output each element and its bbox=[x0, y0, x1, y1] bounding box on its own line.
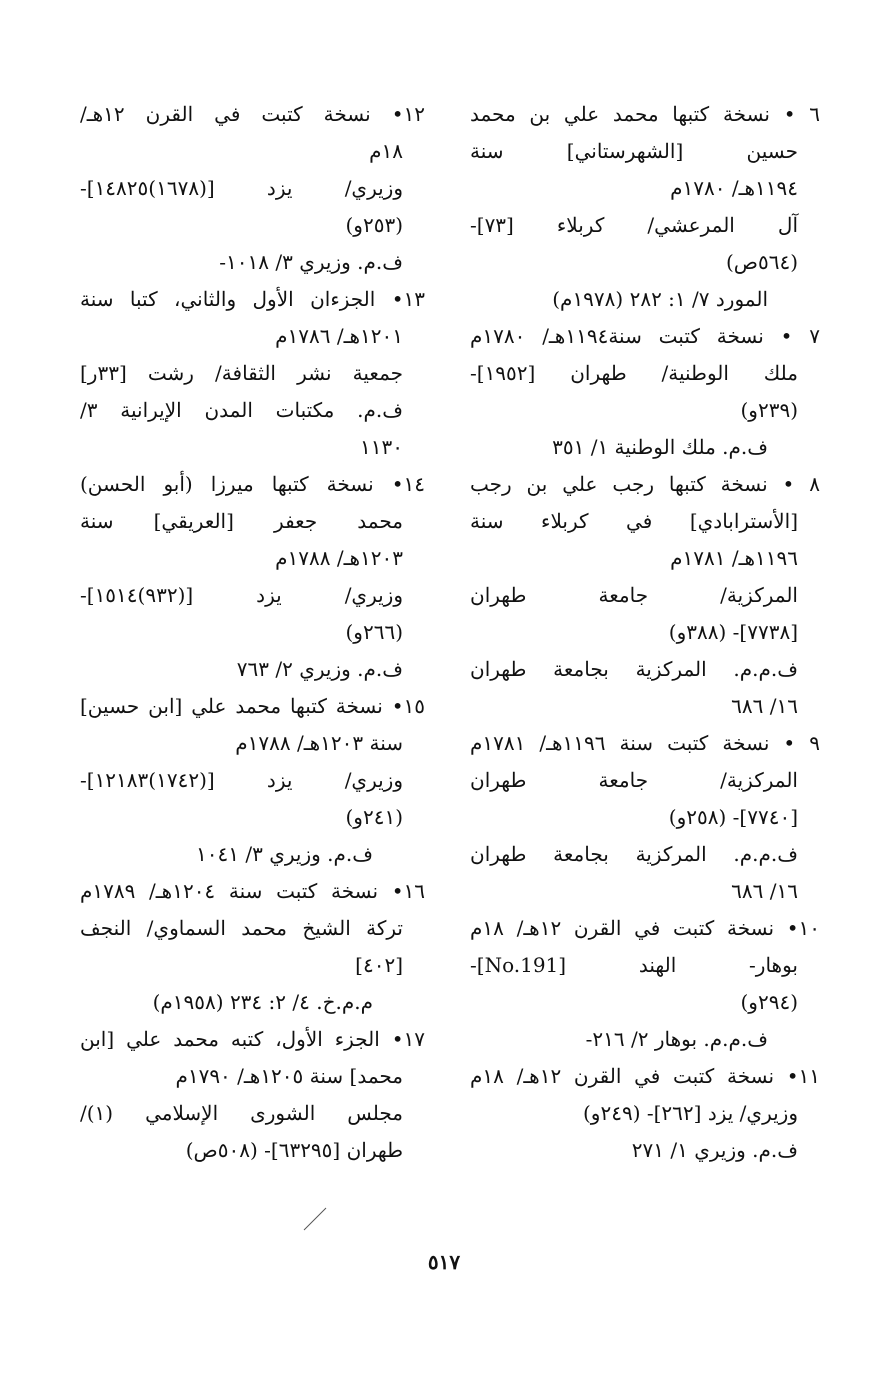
entry-line: ١١٩٤هـ/ ١٧٨٠م bbox=[670, 176, 798, 200]
entry-line: ملك الوطنية/ طهران [١٩٥٢]- bbox=[470, 361, 798, 385]
entry-13 bbox=[80, 281, 425, 466]
entry-12 bbox=[80, 96, 425, 281]
entry-line: م.م.خ. ٤/ ٢: ٢٣٤ (١٩٥٨م) bbox=[152, 990, 373, 1014]
entry-7 bbox=[470, 318, 820, 466]
entry-line: ف.م.م. المركزية بجامعة طهران bbox=[470, 842, 798, 866]
entry-line: وزيري/ يزد [(١٧٤٢)١٢١٨٣]- bbox=[80, 768, 403, 792]
right-column bbox=[470, 96, 820, 1169]
entry-line: ف.م.م. المركزية بجامعة طهران bbox=[470, 657, 798, 681]
entry-line: جمعية نشر الثقافة/ رشت [٣٣ر] bbox=[80, 361, 403, 385]
entry-line: ف.م. وزيري ١/ ٢٧١ bbox=[631, 1138, 798, 1162]
entry-line: ف.م.م. بوهار ٢/ ٢١٦- bbox=[585, 1027, 768, 1051]
entry-15 bbox=[80, 688, 425, 873]
entry-line: ف.م. وزيري ٣/ ١٠٤١ bbox=[196, 842, 373, 866]
entry-6 bbox=[470, 96, 820, 318]
entry-line: (٢٣٩و) bbox=[740, 398, 798, 422]
entry-line: محمد] سنة ١٢٠٥هـ/ ١٧٩٠م bbox=[175, 1064, 403, 1088]
entry-line: ١١٩٦هـ/ ١٧٨١م bbox=[670, 546, 798, 570]
entry-line: [الأسترابادي] في كربلاء سنة bbox=[470, 509, 798, 533]
entry-line: طهران [٦٣٢٩٥]- (٥٠٨ص) bbox=[185, 1138, 403, 1162]
entry-line: مجلس الشورى الإسلامي (١)/ bbox=[80, 1101, 403, 1125]
entry-line: (٢٩٤و) bbox=[740, 990, 798, 1014]
entry-line: ٨ • نسخة كتبها رجب علي بن رجب bbox=[470, 472, 820, 496]
left-column bbox=[80, 96, 425, 1169]
entry-line: ١٠• نسخة كتبت في القرن ١٢هـ/ ١٨م bbox=[470, 916, 820, 940]
entry-line: ١٨م bbox=[369, 139, 403, 163]
entry-16 bbox=[80, 873, 425, 1021]
entry-line: ف.م. ملك الوطنية ١/ ٣٥١ bbox=[552, 435, 768, 459]
entry-line: حسين [الشهرستاني] سنة bbox=[470, 139, 798, 163]
entry-line: ١٤• نسخة كتبها ميرزا (أبو الحسن) bbox=[80, 472, 425, 496]
entry-line: ١٣• الجزءان الأول والثاني، كتبا سنة bbox=[80, 287, 425, 311]
entry-14 bbox=[80, 466, 425, 688]
entry-10 bbox=[470, 910, 820, 1058]
entry-line: (٢٦٦و) bbox=[345, 620, 403, 644]
entry-line: (٢٥٣و) bbox=[345, 213, 403, 237]
entry-line: ١٦• نسخة كتبت سنة ١٢٠٤هـ/ ١٧٨٩م bbox=[80, 879, 425, 903]
entry-line: آل المرعشي/ كربلاء [٧٣]- bbox=[470, 213, 798, 237]
page-number: ٥١٧ bbox=[427, 1250, 461, 1274]
entry-9 bbox=[470, 725, 820, 910]
entry-line: سنة ١٢٠٣هـ/ ١٧٨٨م bbox=[235, 731, 403, 755]
entry-line: ١٥• نسخة كتبها محمد علي [ابن حسين] bbox=[80, 694, 425, 718]
pen-stroke-mark bbox=[300, 1206, 330, 1232]
entry-line: ١١• نسخة كتبت في القرن ١٢هـ/ ١٨م bbox=[470, 1064, 820, 1088]
entry-line: (٢٤١و) bbox=[345, 805, 403, 829]
entry-line: ١٢٠٣هـ/ ١٧٨٨م bbox=[275, 546, 403, 570]
entry-line: ١٦/ ٦٨٦ bbox=[731, 879, 798, 903]
entry-8 bbox=[470, 466, 820, 725]
entry-line: وزيري/ يزد [٢٦٢]- (٢٤٩و) bbox=[582, 1101, 798, 1125]
entry-line: ف.م. وزيري ٢/ ٧٦٣ bbox=[236, 657, 403, 681]
entry-line: وزيري/ يزد [(٩٣٢)١٥١٤]- bbox=[80, 583, 403, 607]
entry-line: تركة الشيخ محمد السماوي/ النجف bbox=[80, 916, 403, 940]
entry-line: المركزية/ جامعة طهران bbox=[470, 583, 798, 607]
entry-line: (٥٦٤ص) bbox=[725, 250, 798, 274]
entry-line: [٤٠٢] bbox=[355, 953, 403, 977]
entry-line: ١٢• نسخة كتبت في القرن ١٢هـ/ bbox=[80, 102, 425, 126]
entry-line: ف.م. مكتبات المدن الإيرانية ٣/ bbox=[80, 398, 403, 422]
entry-17 bbox=[80, 1021, 425, 1169]
entry-line: ١٧• الجزء الأول، كتبه محمد علي [ابن bbox=[80, 1027, 425, 1051]
entry-line: ١١٣٠ bbox=[360, 435, 403, 459]
entry-line: ١٢٠١هـ/ ١٧٨٦م bbox=[275, 324, 403, 348]
entry-line: [٧٧٤٠]- (٢٥٨و) bbox=[668, 805, 798, 829]
entry-line: ٧ • نسخة كتبت سنة١١٩٤هـ/ ١٧٨٠م bbox=[470, 324, 820, 348]
entry-line: ١٦/ ٦٨٦ bbox=[731, 694, 798, 718]
entry-line: المركزية/ جامعة طهران bbox=[470, 768, 798, 792]
entry-line: ٦ • نسخة كتبها محمد علي بن محمد bbox=[470, 102, 820, 126]
entry-line: ٩ • نسخة كتبت سنة ١١٩٦هـ/ ١٧٨١م bbox=[470, 731, 820, 755]
entry-line: ف.م. وزيري ٣/ ١٠١٨- bbox=[219, 250, 403, 274]
entry-line: بوهار- الهند [No.191]- bbox=[470, 953, 798, 977]
entry-line: محمد جعفر [العريقي] سنة bbox=[80, 509, 403, 533]
entry-11 bbox=[470, 1058, 820, 1169]
entry-line: وزيري/ يزد [(١٦٧٨)١٤٨٢٥]- bbox=[80, 176, 403, 200]
entry-line: [٧٧٣٨]- (٣٨٨و) bbox=[668, 620, 798, 644]
entry-line: المورد ٧/ ١: ٢٨٢ (١٩٧٨م) bbox=[552, 287, 768, 311]
